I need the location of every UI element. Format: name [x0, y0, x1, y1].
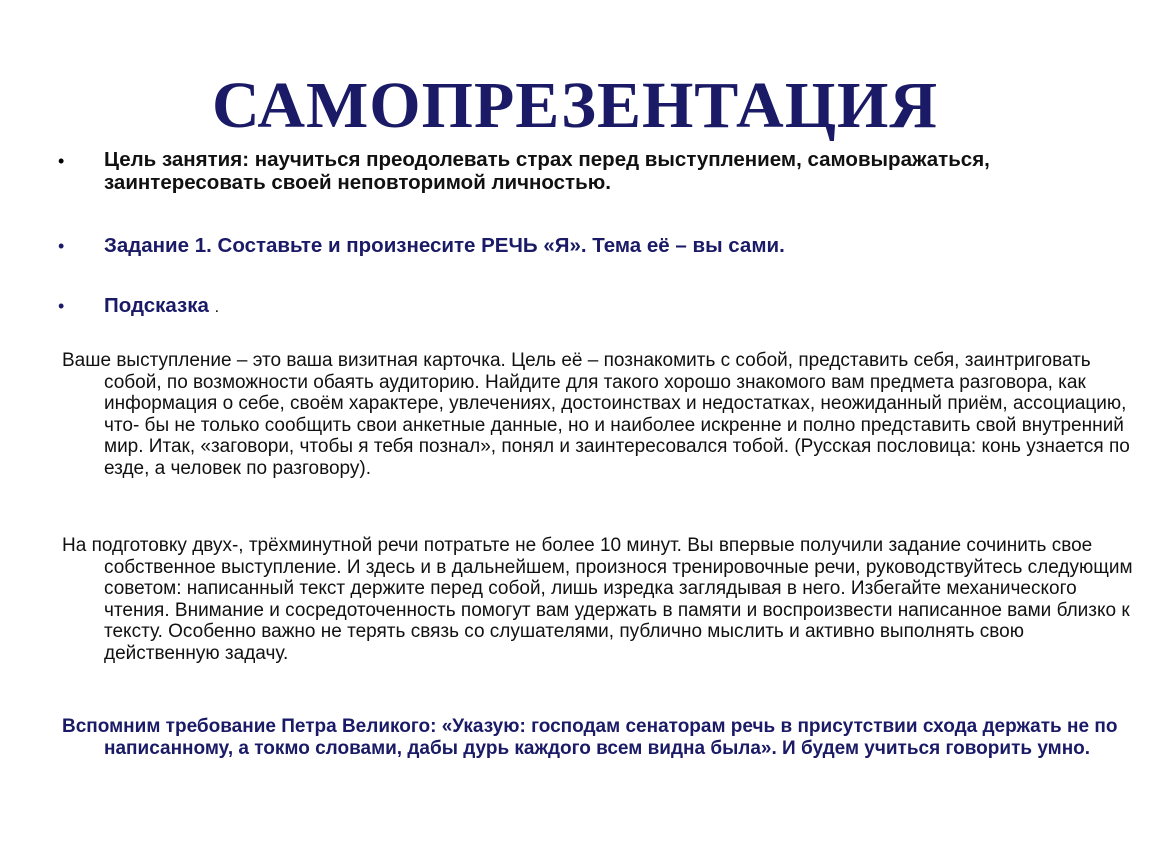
task-text: Задание 1. Составьте и произнесите РЕЧЬ «Я». Тема её – вы сами.: [104, 234, 785, 257]
bullet-marker: •: [58, 236, 65, 256]
peter-the-great-quote: Вспомним требование Петра Великого: «Указую: господам сенаторам речь в присутствии схода держать не по написанному, а токмо словами, дабы дурь каждого всем видна была». И будем учиться говорить умно.: [62, 716, 1118, 759]
hint-label: Подсказка: [104, 294, 209, 317]
slide-title: САМОПРЕЗЕНТАЦИЯ: [211, 69, 939, 142]
hint-heading: [104, 294, 1094, 320]
bullet-marker: •: [58, 151, 65, 171]
paragraph-business-card: Ваше выступление – это ваша визитная карточка. Цель её – познакомить с собой, представить себя, заинтриговать собой, по возможности обаять аудиторию. Найдите для такого хорошо знакомого вам предмета разговора, как информация о себе, своём характере, увлечениях, достоинствах и недостатках, неожиданный приём, ассоциацию, что- бы не только сообщить свои анкетные данные, но и наиболее искренне и полно представить свой внутренний мир. Итак, «заговори, чтобы я тебя познал», понял и заинтересовался тобой. (Русская пословица: конь узнается по езде, а человек по разговору).: [62, 350, 1130, 479]
hint-suffix: .: [214, 299, 220, 316]
bullet-marker: •: [58, 296, 65, 316]
paragraph-preparation: На подготовку двух-, трёхминутной речи потратьте не более 10 минут. Вы впервые получили задание сочинить свое собственное выступление. И здесь и в дальнейшем, произнося тренировочные речи, руководствуйтесь следующим советом: написанный текст держите перед собой, лишь изредка заглядывая в него. Избегайте механического чтения. Внимание и сосредоточенность помогут вам удержать в памяти и воспроизвести написанное вами близко к тексту. Особенно важно не терять связь со слушателями, публично мыслить и активно выполнять свою действенную задачу.: [62, 535, 1133, 664]
goal-text: Цель занятия: научиться преодолевать страх перед выступлением, самовыражаться, заинтересовать своей неповторимой личностью.: [104, 148, 990, 194]
